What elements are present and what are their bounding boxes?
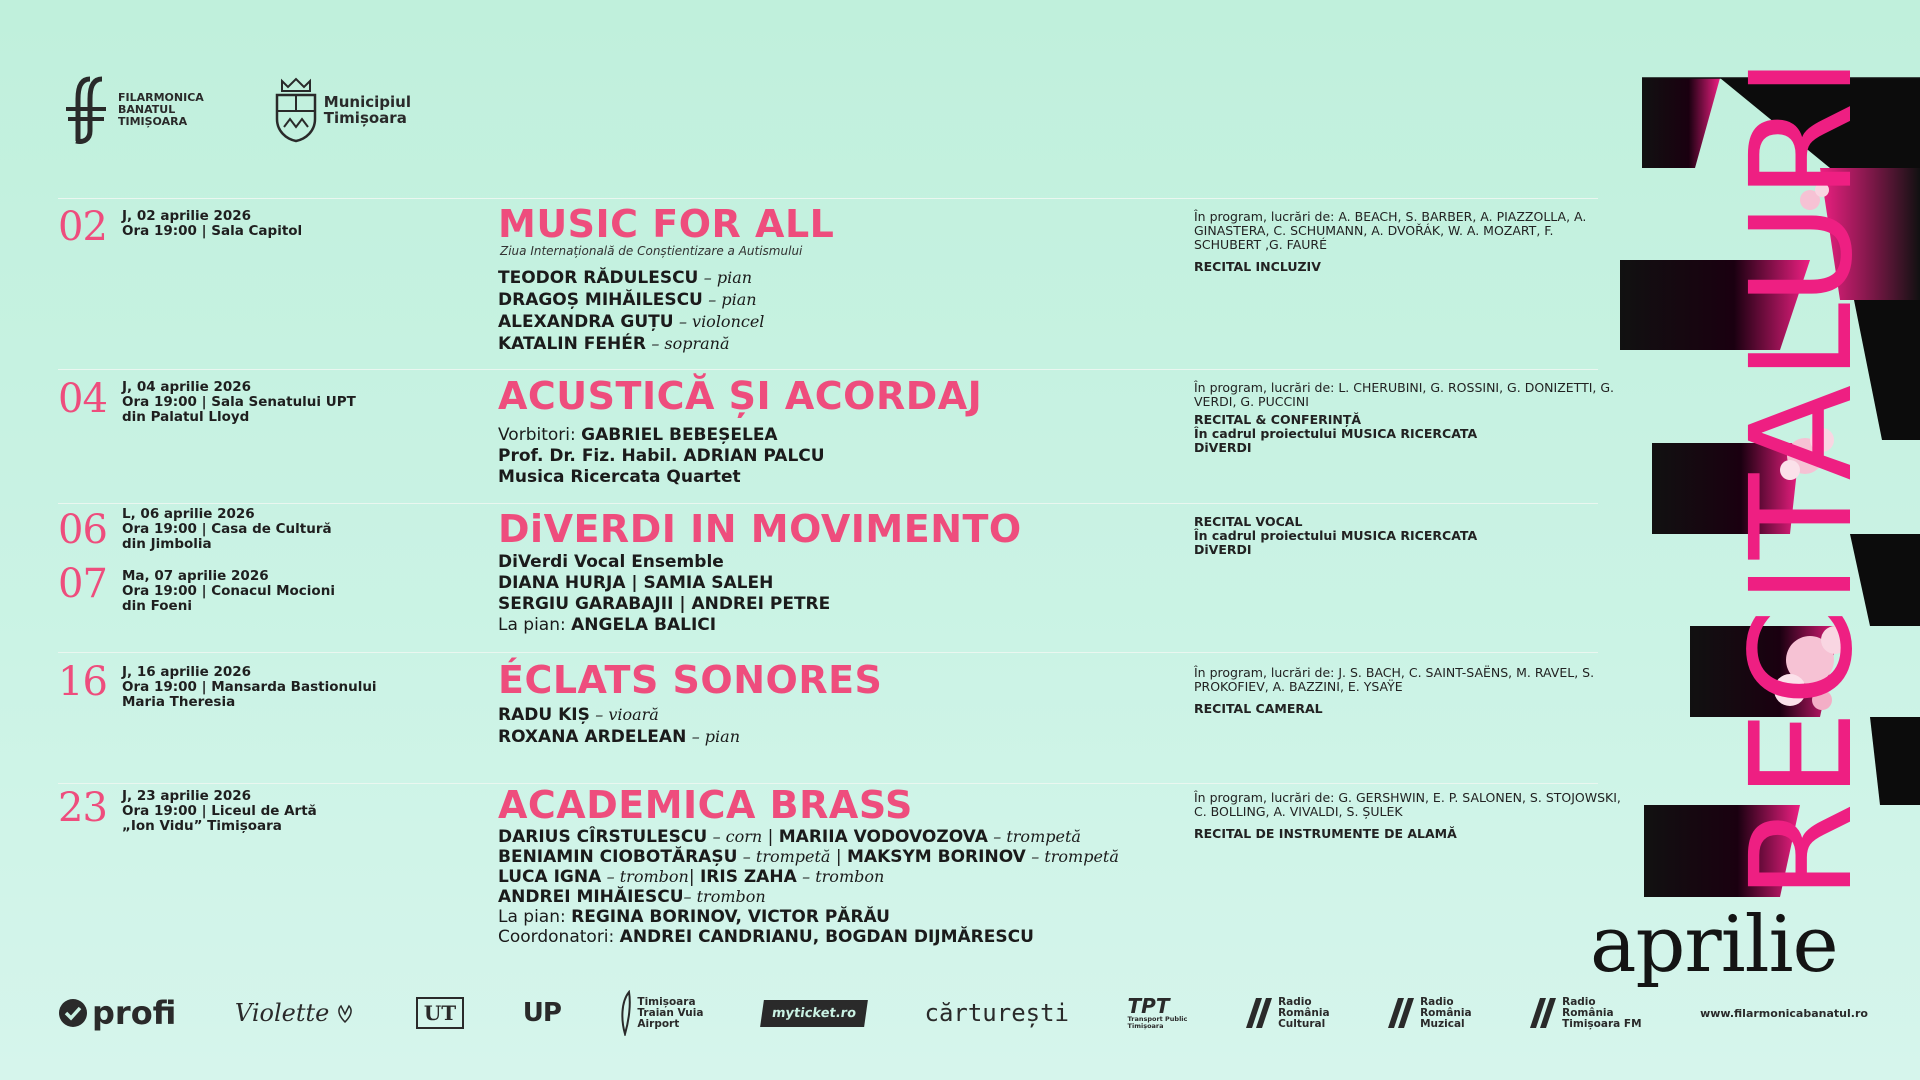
sponsor-radio-muzical[interactable]: [1388, 997, 1472, 1030]
event-program: [1194, 381, 1624, 455]
row-divider: [58, 503, 1598, 504]
sponsor-name: TPT Transport Public Timișoara: [1127, 994, 1188, 1030]
sponsor-ut[interactable]: [416, 997, 464, 1029]
performer-list: [498, 827, 1119, 947]
performer-line: TEODOR RĂDULESCU – pian: [498, 268, 753, 288]
sponsor-name: profi: [92, 994, 177, 1032]
event-day: 06: [58, 507, 107, 553]
sponsor-name: myticket.ro: [760, 1000, 868, 1027]
event-program: [1194, 210, 1624, 274]
date-line: „Ion Vidu” Timișoara: [122, 818, 282, 834]
date-line: Ora 19:00 | Conacul Mocioni: [122, 583, 335, 599]
filarmonica-logo-text: [118, 92, 204, 128]
recital-type-label: RECITAL CAMERAL: [1194, 701, 1323, 716]
date-line: din Foeni: [122, 598, 192, 614]
sponsor-tpt[interactable]: [1128, 996, 1188, 1030]
coat-of-arms-icon: [274, 77, 318, 143]
sponsor-radio-timisoara[interactable]: [1530, 997, 1641, 1030]
singer-line: DIANA HURJA | SAMIA SALEH: [498, 573, 774, 593]
month-label: aprilie: [1590, 900, 1838, 990]
row-divider: [58, 198, 1598, 199]
performer-list: [498, 704, 740, 748]
coordinator-line: Coordonatori: ANDREI CANDRIANU, BOGDAN DIJMĂRESCU: [498, 927, 1034, 947]
checkmark-icon: [58, 998, 88, 1028]
sponsor-name: Radio România Cultural: [1278, 995, 1330, 1030]
program-text: În program, lucrări de: J. S. BACH, C. SAINT-SAËNS, M. RAVEL, S. PROKOFIEV, A. BAZZINI, E. YSAŸE: [1194, 665, 1595, 694]
feather-icon: [619, 990, 633, 1036]
date-line: J, 23 aprilie 2026: [122, 788, 252, 804]
event-date-info: [122, 209, 302, 239]
date-line: Ora 19:00 | Casa de Cultură: [122, 521, 332, 537]
sponsor-name: Radio România Muzical: [1420, 995, 1472, 1030]
performer-line: DRAGOȘ MIHĂILESCU – pian: [498, 290, 757, 310]
radio-stripes-icon: [1530, 998, 1558, 1028]
municipiul-logo[interactable]: [274, 77, 411, 143]
speaker-line: Musica Ricercata Quartet: [498, 467, 741, 487]
recital-type-label: RECITAL VOCAL: [1194, 514, 1303, 529]
sponsor-radio-cultural[interactable]: [1246, 997, 1330, 1030]
event-date-info-second: [122, 569, 335, 614]
logo-line: FILARMONICA: [118, 91, 204, 104]
recital-type-label: RECITAL & CONFERINȚĂ: [1194, 412, 1362, 427]
sponsor-name: Violette: [234, 999, 330, 1027]
sponsor-up[interactable]: [523, 998, 561, 1028]
date-line: J, 04 aprilie 2026: [122, 379, 252, 395]
event-subtitle: Ziua Internațională de Conștientizare a Autismului: [500, 244, 803, 258]
performer-list: [498, 552, 830, 636]
event-date-info: [122, 665, 377, 710]
date-line: Ma, 07 aprilie 2026: [122, 568, 269, 584]
event-program: [1194, 791, 1624, 841]
date-line: Ora 19:00 | Mansarda Bastionului: [122, 679, 377, 695]
logo-line: TIMIȘOARA: [118, 115, 188, 128]
date-line: J, 02 aprilie 2026: [122, 208, 252, 224]
sponsor-name: UP: [522, 998, 561, 1028]
sponsor-carturesti[interactable]: [925, 999, 1070, 1027]
date-line: J, 16 aprilie 2026: [122, 664, 252, 680]
event-title: DiVERDI IN MOVIMENTO: [498, 507, 1022, 551]
event-day: 23: [58, 785, 107, 831]
project-label: În cadrul proiectului MUSICA RICERCATA: [1194, 426, 1478, 441]
performer-line: ALEXANDRA GUȚU – violoncel: [498, 312, 765, 332]
piano-line: La pian: REGINA BORINOV, VICTOR PĂRĂU: [498, 907, 890, 927]
logo-line: Timișoara: [323, 109, 407, 127]
event-date-info: [122, 380, 356, 425]
performer-line: ANDREI MIHĂIESCU– trombon: [498, 887, 766, 907]
logo-line: BANATUL: [118, 103, 176, 116]
performer-line: LUCA IGNA – trombon| IRIS ZAHA – trombon: [498, 867, 885, 887]
row-divider: [58, 652, 1598, 653]
performer-line: DARIUS CÎRSTULESCU – corn | MARIIA VODOVOZOVA – trompetă: [498, 827, 1081, 847]
date-line: din Jimbolia: [122, 536, 212, 552]
event-program: [1194, 515, 1624, 557]
logo-line: Municipiul: [323, 93, 411, 111]
project-label: DiVERDI: [1194, 440, 1252, 455]
performer-line: ROXANA ARDELEAN – pian: [498, 727, 741, 747]
row-divider: [58, 369, 1598, 370]
event-day-second: 07: [58, 561, 107, 607]
event-title: ACUSTICĂ ȘI ACORDAJ: [498, 374, 983, 418]
performer-line: RADU KIȘ – vioară: [498, 705, 659, 725]
performer-line: KATALIN FEHÉR – soprană: [498, 334, 730, 354]
radio-stripes-icon: [1246, 998, 1274, 1028]
project-label: DiVERDI: [1194, 542, 1252, 557]
program-text: În program, lucrări de: L. CHERUBINI, G. ROSSINI, G. DONIZETTI, G. VERDI, G. PUCCINI: [1194, 380, 1615, 409]
date-line: Ora 19:00 | Sala Capitol: [122, 223, 303, 239]
ensemble-line: DiVerdi Vocal Ensemble: [498, 552, 724, 572]
singer-line: SERGIU GARABAJII | ANDREI PETRE: [498, 594, 831, 614]
performer-line: BENIAMIN CIOBOTĂRAȘU – trompetă | MAKSYM BORINOV – trompetă: [498, 847, 1119, 867]
speaker-list: [498, 425, 825, 488]
sponsor-profi[interactable]: [58, 994, 176, 1032]
radio-stripes-icon: [1388, 998, 1416, 1028]
date-line: din Palatul Lloyd: [122, 409, 250, 425]
event-day: 16: [58, 659, 107, 705]
sponsor-bar: [58, 990, 1868, 1036]
sponsor-name: Timișoara Traian Vuia Airport: [637, 995, 704, 1030]
date-line: Ora 19:00 | Sala Senatului UPT: [122, 394, 356, 410]
program-text: În program, lucrări de: G. GERSHWIN, E. P. SALONEN, S. STOJOWSKI, C. BOLLING, A. VIVALDI, S. ȘULEK: [1194, 790, 1621, 819]
sponsor-violette[interactable]: [235, 999, 357, 1027]
event-day: 04: [58, 376, 107, 422]
speaker-line: Prof. Dr. Fiz. Habil. ADRIAN PALCU: [498, 446, 825, 466]
date-line: L, 06 aprilie 2026: [122, 506, 255, 522]
event-title: MUSIC FOR ALL: [498, 202, 835, 246]
sponsor-name: UT: [416, 997, 464, 1029]
recital-type-label: RECITAL DE INSTRUMENTE DE ALAMĂ: [1194, 826, 1457, 841]
sponsor-name: Radio România Timișoara FM: [1562, 995, 1642, 1030]
date-line: Maria Theresia: [122, 694, 236, 710]
sponsor-myticket[interactable]: [762, 1000, 866, 1027]
performer-list: [498, 267, 764, 355]
piano-line: La pian: ANGELA BALICI: [498, 615, 717, 635]
event-date-info: [122, 507, 332, 552]
date-line: Ora 19:00 | Liceul de Artă: [122, 803, 317, 819]
event-title: ACADEMICA BRASS: [498, 783, 913, 827]
sponsor-name: cărturești: [924, 999, 1069, 1027]
event-title: ÉCLATS SONORES: [498, 658, 883, 702]
recital-type-label: RECITAL INCLUZIV: [1194, 259, 1321, 274]
municipiul-logo-text: [324, 94, 411, 126]
header-logos: [60, 72, 411, 148]
website-link[interactable]: www.filarmonicabanatul.ro: [1700, 1006, 1868, 1020]
project-label: În cadrul proiectului MUSICA RICERCATA: [1194, 528, 1478, 543]
event-program: [1194, 666, 1624, 716]
speaker-line: Vorbitori: GABRIEL BEBEȘELEA: [498, 425, 778, 445]
event-date-info: [122, 789, 317, 834]
program-text: În program, lucrări de: A. BEACH, S. BARBER, A. PIAZZOLLA, A. GINASTERA, C. SCHUMANN, A. DVOŘÁK, W. A. MOZART, F. SCHUBERT ,G. FAURÉ: [1194, 209, 1587, 252]
recitaluri-vertical-title: RECITALURI: [1721, 52, 1884, 900]
flower-icon: [333, 1002, 357, 1024]
filarmonica-logo[interactable]: [60, 75, 204, 145]
event-day: 02: [58, 204, 107, 250]
filarmonica-emblem-icon: [60, 75, 112, 145]
sponsor-airport[interactable]: [619, 990, 703, 1036]
